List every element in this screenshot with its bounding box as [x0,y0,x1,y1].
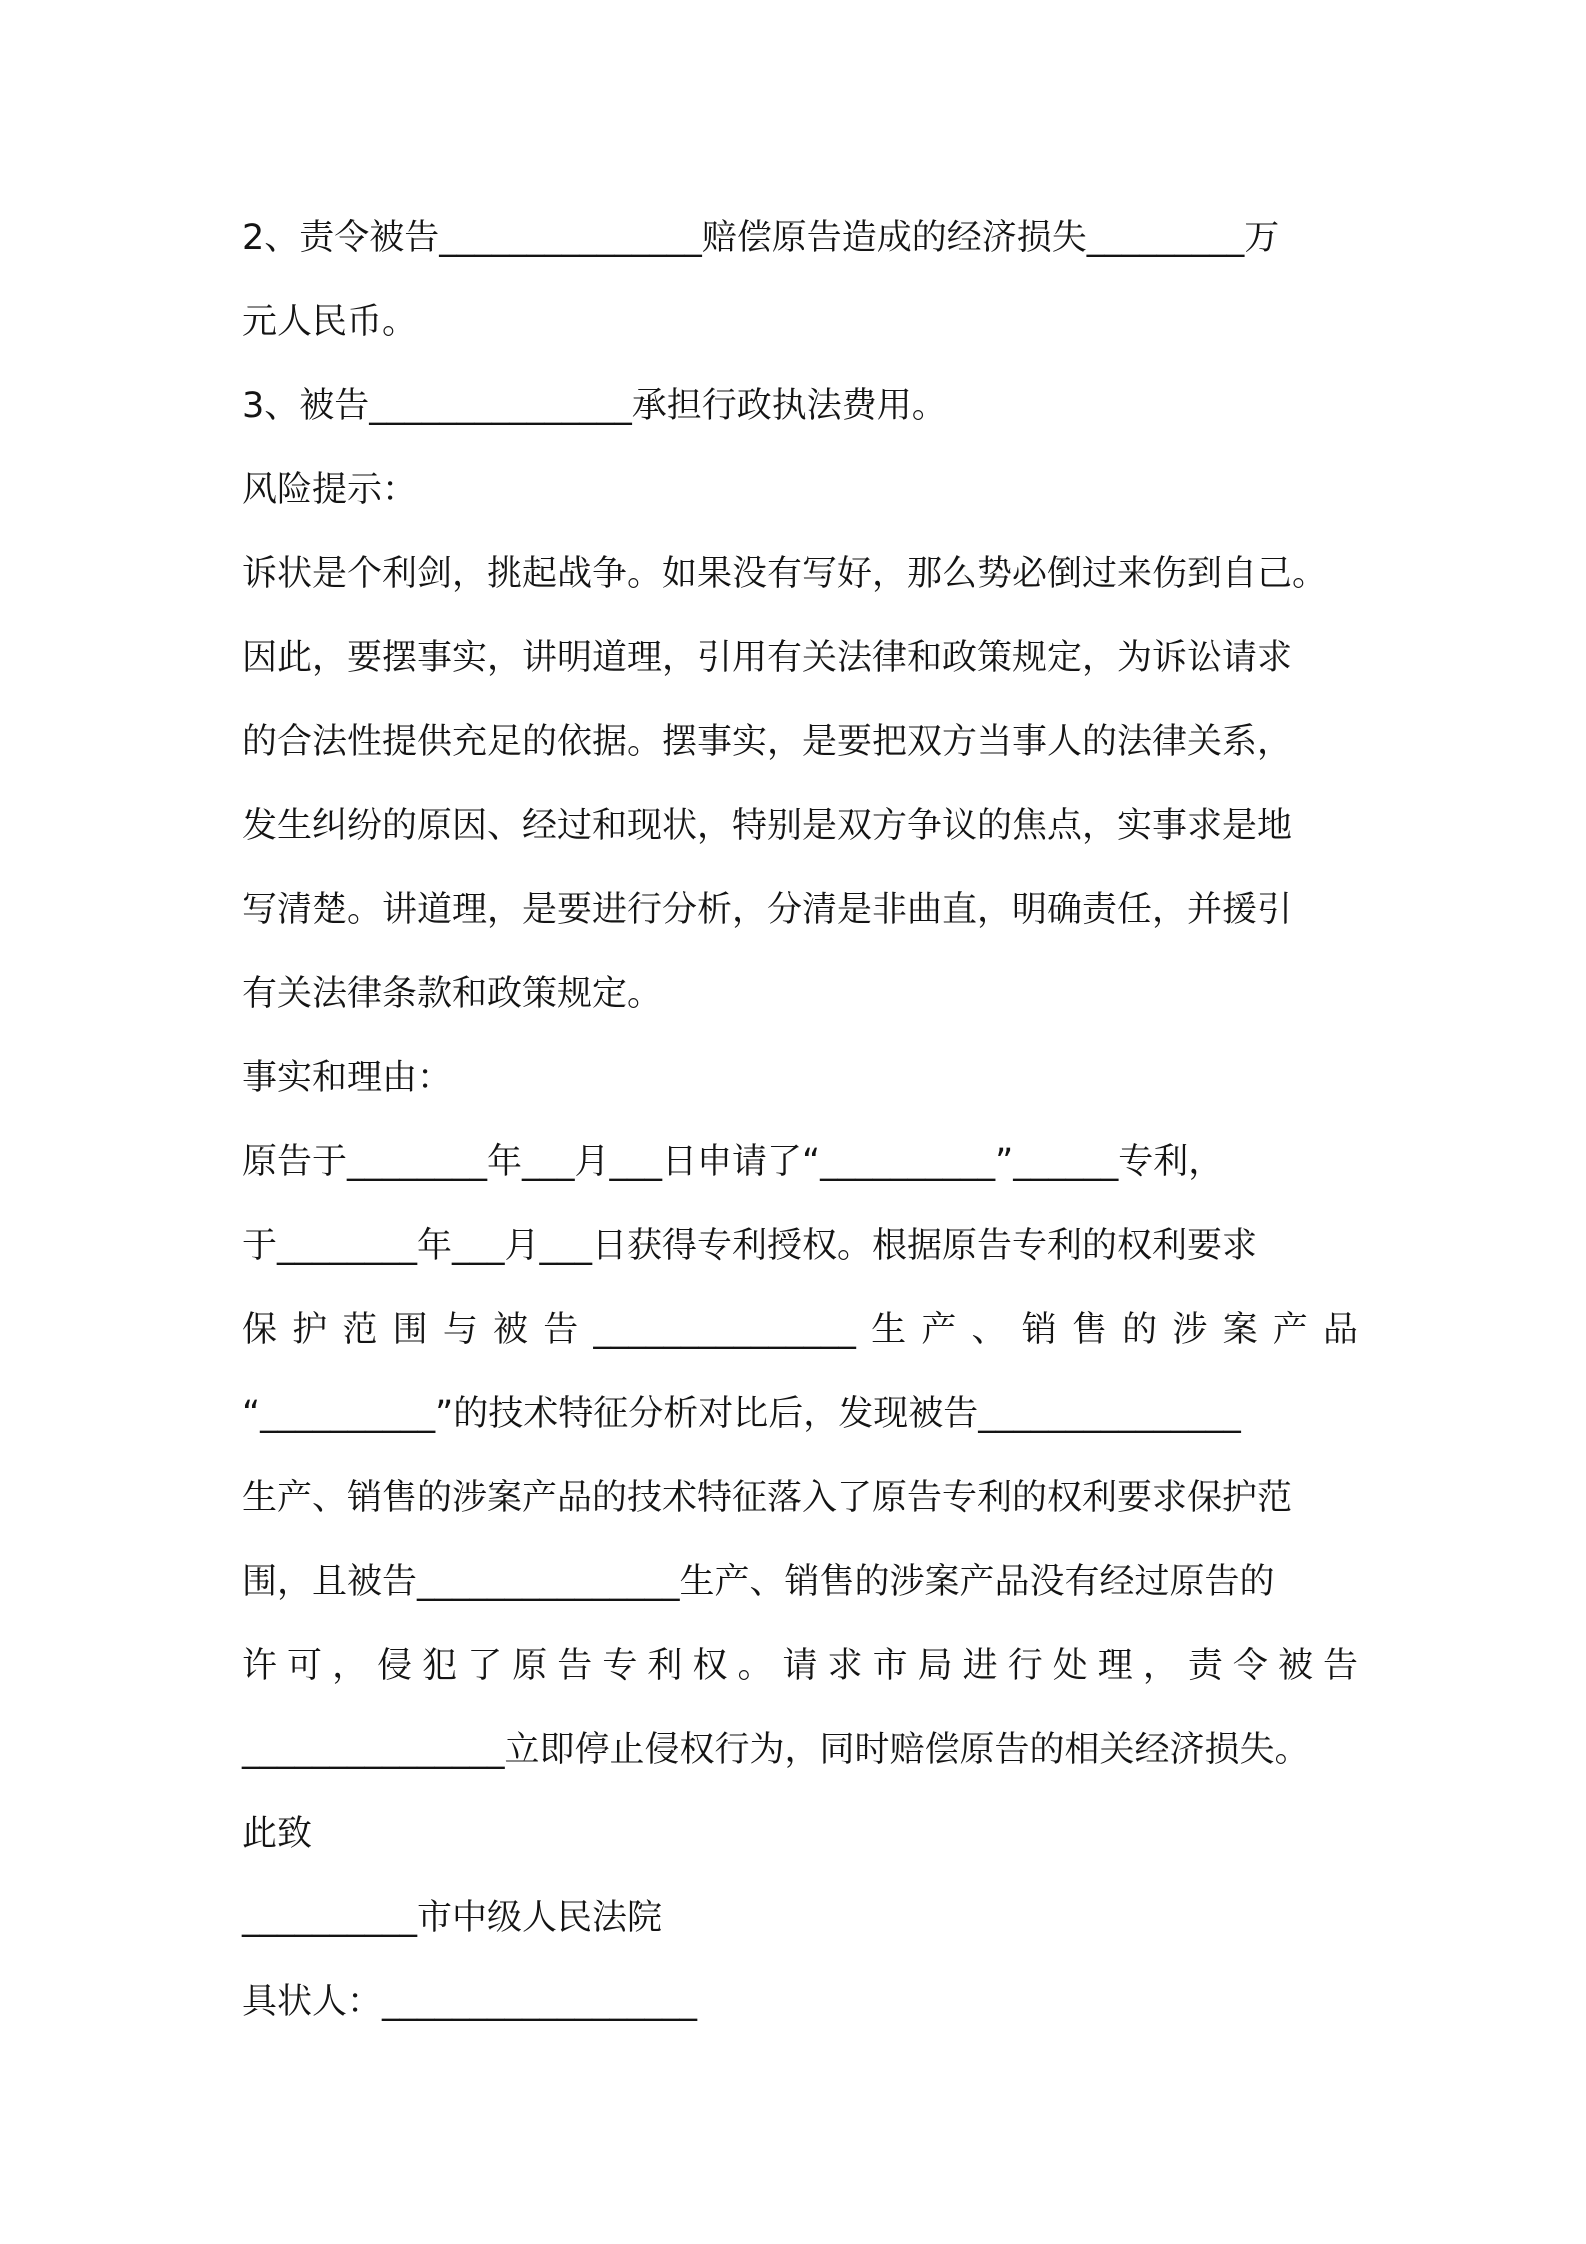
risk-text-line-1: 诉状是个利剑，挑起战争。如果没有写好，那么势必倒过来伤到自己。 [242,554,1328,594]
facts-text-line-2: 于________年___月___日获得专利授权。根据原告专利的权利要求 [242,1226,1258,1266]
risk-heading: 风险提示： [242,470,418,510]
plaintiff-signature-line: 具状人：__________________ [242,1982,698,2022]
salutation: 此致 [242,1814,313,1854]
facts-text-line-3: 保护范围与被告_______________生产、销售的涉案产品 [242,1310,1358,1350]
court-name-line: __________市中级人民法院 [242,1898,663,1938]
facts-text-line-7: 许可，侵犯了原告专利权。请求市局进行处理，责令被告 [242,1646,1358,1686]
document-page [242,196,1358,2044]
facts-heading: 事实和理由： [242,1058,453,1098]
claim-2-line-1: 2、责令被告_______________赔偿原告造成的经济损失_________万 [242,218,1280,258]
risk-text-line-6: 有关法律条款和政策规定。 [242,974,663,1014]
risk-text-line-4: 发生纠纷的原因、经过和现状，特别是双方争议的焦点，实事求是地 [242,806,1293,846]
claim-2-line-2: 元人民币。 [242,302,418,342]
facts-text-line-4: “__________”的技术特征分析对比后，发现被告_______________ [242,1394,1241,1434]
facts-text-line-5: 生产、销售的涉案产品的技术特征落入了原告专利的权利要求保护范 [242,1478,1293,1518]
facts-text-line-6: 围，且被告_______________生产、销售的涉案产品没有经过原告的 [242,1562,1275,1602]
facts-text-line-1: 原告于________年___月___日申请了“__________”______专利， [242,1142,1224,1182]
claim-3-line: 3、被告_______________承担行政执法费用。 [242,386,947,426]
risk-text-line-2: 因此，要摆事实，讲明道理，引用有关法律和政策规定，为诉讼请求 [242,638,1293,678]
risk-text-line-5: 写清楚。讲道理，是要进行分析，分清是非曲直，明确责任，并援引 [242,890,1293,930]
facts-text-line-8: _______________立即停止侵权行为，同时赔偿原告的相关经济损失。 [242,1730,1310,1770]
risk-text-line-3: 的合法性提供充足的依据。摆事实，是要把双方当事人的法律关系， [242,722,1293,762]
